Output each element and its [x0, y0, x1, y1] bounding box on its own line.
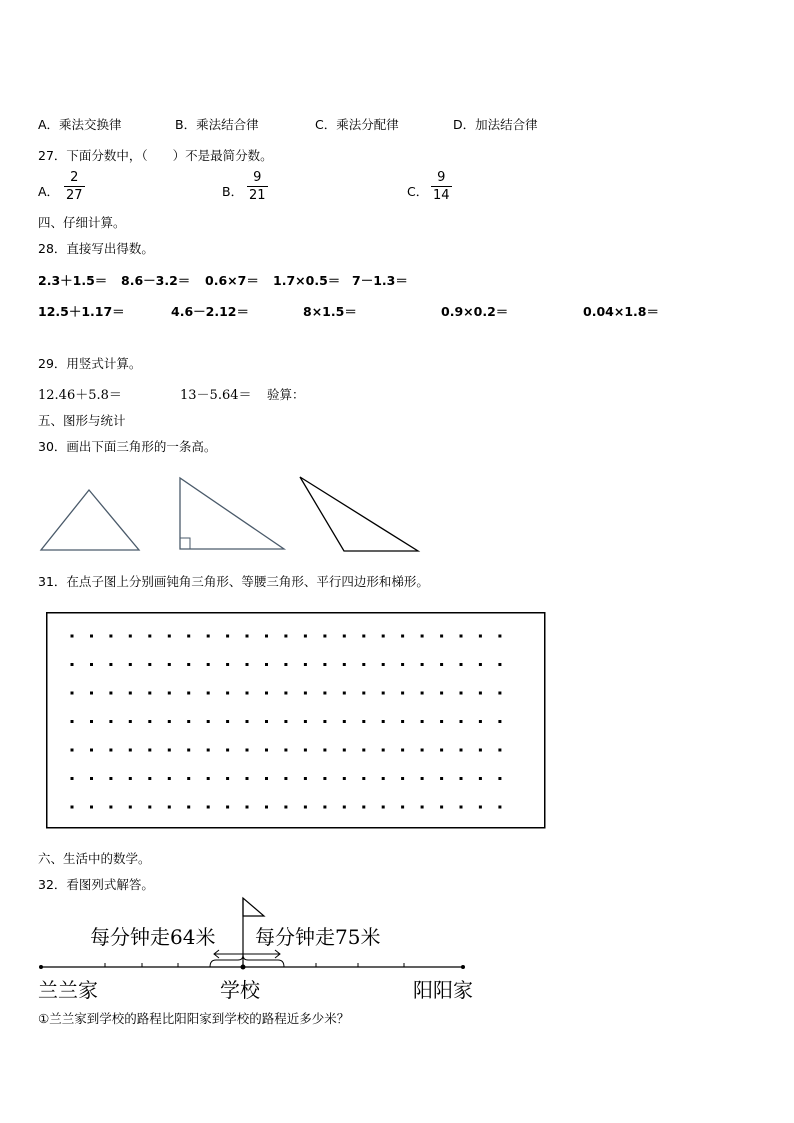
q27-option-b-label: B．: [222, 184, 244, 199]
right-place-label: 阳阳家: [413, 978, 473, 1002]
grid-dot[interactable]: [440, 692, 443, 695]
grid-dot[interactable]: [207, 749, 210, 752]
grid-dot[interactable]: [187, 777, 190, 780]
grid-dot[interactable]: [265, 692, 268, 695]
grid-dot[interactable]: [90, 720, 93, 723]
grid-dot[interactable]: [71, 806, 74, 809]
grid-dot[interactable]: [323, 720, 326, 723]
left-speed-label: 每分钟走64米: [90, 925, 216, 949]
grid-dot[interactable]: [498, 720, 501, 723]
grid-dot[interactable]: [440, 635, 443, 638]
grid-dot[interactable]: [187, 806, 190, 809]
grid-dot[interactable]: [304, 635, 307, 638]
grid-dot[interactable]: [401, 692, 404, 695]
grid-dot[interactable]: [226, 806, 229, 809]
grid-dot[interactable]: [498, 806, 501, 809]
grid-dot[interactable]: [226, 777, 229, 780]
grid-dot[interactable]: [284, 635, 287, 638]
grid-dot[interactable]: [246, 749, 249, 752]
right-angle-mark: [180, 538, 190, 549]
grid-dot[interactable]: [71, 749, 74, 752]
grid-dot[interactable]: [265, 663, 268, 666]
grid-dot[interactable]: [362, 749, 365, 752]
q28-r2-item3: 8×1.5＝: [303, 304, 357, 319]
q30-triangles: [30, 475, 450, 555]
grid-dot[interactable]: [343, 635, 346, 638]
grid-dot[interactable]: [382, 720, 385, 723]
q26-option-b: B．乘法结合律: [175, 117, 259, 132]
grid-dot[interactable]: [148, 720, 151, 723]
fraction-numerator: 9: [437, 170, 446, 185]
grid-dot[interactable]: [460, 663, 463, 666]
grid-dot[interactable]: [401, 806, 404, 809]
q28-r1-item3: 0.6×7＝: [205, 273, 259, 288]
grid-dot[interactable]: [129, 777, 132, 780]
grid-dot[interactable]: [460, 635, 463, 638]
grid-dot[interactable]: [129, 692, 132, 695]
grid-dot[interactable]: [421, 635, 424, 638]
grid-dot[interactable]: [401, 663, 404, 666]
grid-dot[interactable]: [382, 777, 385, 780]
grid-dot[interactable]: [207, 806, 210, 809]
grid-dot[interactable]: [498, 663, 501, 666]
grid-dot[interactable]: [246, 692, 249, 695]
grid-dot[interactable]: [304, 777, 307, 780]
grid-dot[interactable]: [323, 749, 326, 752]
grid-dot[interactable]: [265, 749, 268, 752]
grid-dot[interactable]: [284, 777, 287, 780]
grid-dot[interactable]: [498, 692, 501, 695]
grid-dot[interactable]: [343, 806, 346, 809]
grid-dot[interactable]: [343, 692, 346, 695]
q28-r2-item1: 12.5＋1.17＝: [38, 304, 125, 319]
grid-dot[interactable]: [440, 749, 443, 752]
acute-triangle: [41, 490, 139, 550]
grid-dot[interactable]: [168, 806, 171, 809]
grid-dot[interactable]: [71, 635, 74, 638]
q26-option-c: C．乘法分配律: [315, 117, 399, 132]
q30-stem: 30．画出下面三角形的一条高。: [38, 439, 217, 454]
fraction-denominator: 27: [66, 188, 83, 203]
grid-dot[interactable]: [187, 663, 190, 666]
grid-dot[interactable]: [479, 663, 482, 666]
grid-dot[interactable]: [498, 749, 501, 752]
grid-dot[interactable]: [343, 663, 346, 666]
grid-dot[interactable]: [265, 777, 268, 780]
grid-dot[interactable]: [323, 806, 326, 809]
grid-dot[interactable]: [460, 749, 463, 752]
grid-dot[interactable]: [401, 777, 404, 780]
grid-dot[interactable]: [246, 777, 249, 780]
right-bracket: [243, 955, 284, 967]
grid-dot[interactable]: [382, 692, 385, 695]
fraction-numerator: 2: [70, 170, 79, 185]
middle-place-label: 学校: [220, 978, 260, 1002]
grid-dot[interactable]: [148, 663, 151, 666]
grid-dot[interactable]: [284, 720, 287, 723]
right-triangle: [180, 478, 284, 549]
grid-dot[interactable]: [265, 806, 268, 809]
q32-sub-question-1: ①兰兰家到学校的路程比阳阳家到学校的路程近多少米？: [38, 1011, 350, 1026]
grid-dot[interactable]: [421, 806, 424, 809]
q28-r1-item1: 2.3＋1.5＝: [38, 273, 108, 288]
grid-dot[interactable]: [343, 749, 346, 752]
left-end-dot: [39, 965, 43, 969]
grid-dot[interactable]: [168, 635, 171, 638]
grid-dot[interactable]: [382, 806, 385, 809]
q28-r1-item4: 1.7×0.5＝: [273, 273, 341, 288]
grid-dot[interactable]: [148, 806, 151, 809]
grid-dot[interactable]: [168, 663, 171, 666]
right-end-dot: [461, 965, 465, 969]
section-heading-4: 四、仔细计算。: [38, 215, 126, 230]
grid-dot[interactable]: [246, 720, 249, 723]
grid-dot[interactable]: [129, 806, 132, 809]
grid-dot[interactable]: [479, 635, 482, 638]
grid-dot[interactable]: [284, 749, 287, 752]
grid-dot[interactable]: [129, 635, 132, 638]
grid-dot[interactable]: [129, 663, 132, 666]
q31-stem: 31．在点子图上分别画钝角三角形、等腰三角形、平行四边形和梯形。: [38, 574, 429, 589]
grid-dot[interactable]: [421, 777, 424, 780]
q26-option-a: A．乘法交换律: [38, 117, 122, 132]
grid-dot[interactable]: [148, 777, 151, 780]
grid-dot[interactable]: [284, 692, 287, 695]
q28-r1-item2: 8.6－3.2＝: [121, 273, 191, 288]
grid-dot[interactable]: [460, 720, 463, 723]
q27-option-b-fraction: [247, 170, 268, 203]
grid-dot[interactable]: [460, 806, 463, 809]
grid-dot[interactable]: [479, 720, 482, 723]
right-speed-label: 每分钟走75米: [255, 925, 381, 949]
grid-dot[interactable]: [304, 663, 307, 666]
fraction-denominator: 21: [249, 188, 266, 203]
grid-dot[interactable]: [362, 777, 365, 780]
grid-dot[interactable]: [265, 635, 268, 638]
grid-dot[interactable]: [109, 749, 112, 752]
grid-dot[interactable]: [207, 635, 210, 638]
q28-r2-item4: 0.9×0.2＝: [441, 304, 509, 319]
grid-dot[interactable]: [71, 777, 74, 780]
grid-dot[interactable]: [109, 635, 112, 638]
grid-dot[interactable]: [129, 720, 132, 723]
grid-dot[interactable]: [168, 692, 171, 695]
fraction-numerator: 9: [253, 170, 262, 185]
grid-dot[interactable]: [109, 663, 112, 666]
grid-dot[interactable]: [440, 806, 443, 809]
grid-dot[interactable]: [460, 777, 463, 780]
grid-dot[interactable]: [129, 749, 132, 752]
grid-dot[interactable]: [207, 777, 210, 780]
q27-option-a-fraction: [64, 170, 85, 203]
school-dot: [241, 965, 246, 970]
grid-dot[interactable]: [90, 692, 93, 695]
fraction-denominator: 14: [433, 188, 450, 203]
q27-option-c-fraction: [431, 170, 452, 203]
grid-dot[interactable]: [246, 635, 249, 638]
q28-r2-item5: 0.04×1.8＝: [583, 304, 659, 319]
q27-option-a-label: A．: [38, 184, 60, 199]
grid-dot[interactable]: [148, 635, 151, 638]
grid-dot[interactable]: [362, 663, 365, 666]
section-heading-6: 六、生活中的数学。: [38, 851, 151, 866]
grid-dot[interactable]: [421, 720, 424, 723]
grid-dot[interactable]: [382, 635, 385, 638]
grid-dot[interactable]: [109, 720, 112, 723]
dot-grid-frame: [47, 613, 545, 828]
grid-dot[interactable]: [246, 806, 249, 809]
grid-dot[interactable]: [71, 692, 74, 695]
q26-option-d: D．加法结合律: [453, 117, 538, 132]
q28-r1-item5: 7－1.3＝: [352, 273, 408, 288]
grid-dot[interactable]: [148, 692, 151, 695]
left-bracket: [210, 955, 243, 967]
q29-item2: 13－5.64＝: [180, 388, 252, 403]
grid-dot[interactable]: [304, 749, 307, 752]
grid-dot[interactable]: [207, 663, 210, 666]
grid-dot[interactable]: [90, 663, 93, 666]
grid-dot[interactable]: [226, 720, 229, 723]
grid-dot[interactable]: [479, 806, 482, 809]
grid-dot[interactable]: [187, 692, 190, 695]
grid-dot[interactable]: [187, 720, 190, 723]
q31-dot-grid[interactable]: [46, 612, 546, 830]
grid-dot[interactable]: [148, 749, 151, 752]
grid-dot[interactable]: [421, 749, 424, 752]
grid-dot[interactable]: [421, 663, 424, 666]
grid-dot[interactable]: [362, 692, 365, 695]
grid-dot[interactable]: [323, 635, 326, 638]
q27-option-c-label: C．: [407, 184, 429, 199]
grid-dot[interactable]: [71, 720, 74, 723]
grid-dot[interactable]: [168, 749, 171, 752]
grid-dot[interactable]: [168, 777, 171, 780]
q28-r2-item2: 4.6－2.12＝: [171, 304, 249, 319]
grid-dot[interactable]: [421, 692, 424, 695]
grid-dot[interactable]: [90, 635, 93, 638]
grid-dot[interactable]: [460, 692, 463, 695]
grid-dot[interactable]: [323, 777, 326, 780]
grid-dot[interactable]: [207, 692, 210, 695]
grid-dot[interactable]: [479, 749, 482, 752]
grid-dot[interactable]: [226, 692, 229, 695]
grid-dot[interactable]: [440, 663, 443, 666]
grid-dot[interactable]: [109, 692, 112, 695]
q28-stem: 28．直接写出得数。: [38, 241, 154, 256]
grid-dot[interactable]: [362, 806, 365, 809]
q29-check-label: 验算：: [267, 387, 305, 402]
grid-dot[interactable]: [498, 777, 501, 780]
grid-dot[interactable]: [304, 806, 307, 809]
grid-dot[interactable]: [382, 663, 385, 666]
q29-item1: 12.46＋5.8＝: [38, 388, 122, 403]
grid-dot[interactable]: [187, 635, 190, 638]
grid-dot[interactable]: [168, 720, 171, 723]
grid-dot[interactable]: [382, 749, 385, 752]
grid-dot[interactable]: [323, 663, 326, 666]
grid-dot[interactable]: [343, 777, 346, 780]
grid-dot[interactable]: [109, 806, 112, 809]
grid-dot[interactable]: [440, 720, 443, 723]
grid-dot[interactable]: [304, 692, 307, 695]
grid-dot[interactable]: [226, 749, 229, 752]
grid-dot[interactable]: [187, 749, 190, 752]
grid-dot[interactable]: [90, 749, 93, 752]
q27-stem: 27．下面分数中，（ ）不是最简分数。: [38, 148, 273, 163]
grid-dot[interactable]: [401, 720, 404, 723]
grid-dot[interactable]: [401, 749, 404, 752]
q32-stem: 32．看图列式解答。: [38, 877, 154, 892]
grid-dot[interactable]: [323, 692, 326, 695]
grid-dot[interactable]: [284, 663, 287, 666]
grid-dot[interactable]: [265, 720, 268, 723]
grid-dot[interactable]: [498, 635, 501, 638]
grid-dot[interactable]: [226, 663, 229, 666]
grid-dot[interactable]: [246, 663, 249, 666]
grid-dot[interactable]: [343, 720, 346, 723]
grid-dot[interactable]: [479, 692, 482, 695]
grid-dot[interactable]: [90, 777, 93, 780]
grid-dot[interactable]: [401, 635, 404, 638]
grid-dot[interactable]: [362, 720, 365, 723]
left-place-label: 兰兰家: [38, 978, 98, 1002]
grid-dot[interactable]: [440, 777, 443, 780]
grid-dot[interactable]: [362, 635, 365, 638]
grid-dot[interactable]: [226, 635, 229, 638]
grid-dot[interactable]: [109, 777, 112, 780]
grid-dot[interactable]: [479, 777, 482, 780]
grid-dot[interactable]: [304, 720, 307, 723]
grid-dot[interactable]: [207, 720, 210, 723]
grid-dot[interactable]: [71, 663, 74, 666]
grid-dot[interactable]: [284, 806, 287, 809]
grid-dot[interactable]: [90, 806, 93, 809]
flag-icon: [243, 898, 264, 916]
section-heading-5: 五、图形与统计: [38, 413, 126, 428]
q29-stem: 29．用竖式计算。: [38, 356, 142, 371]
obtuse-triangle: [300, 477, 418, 551]
